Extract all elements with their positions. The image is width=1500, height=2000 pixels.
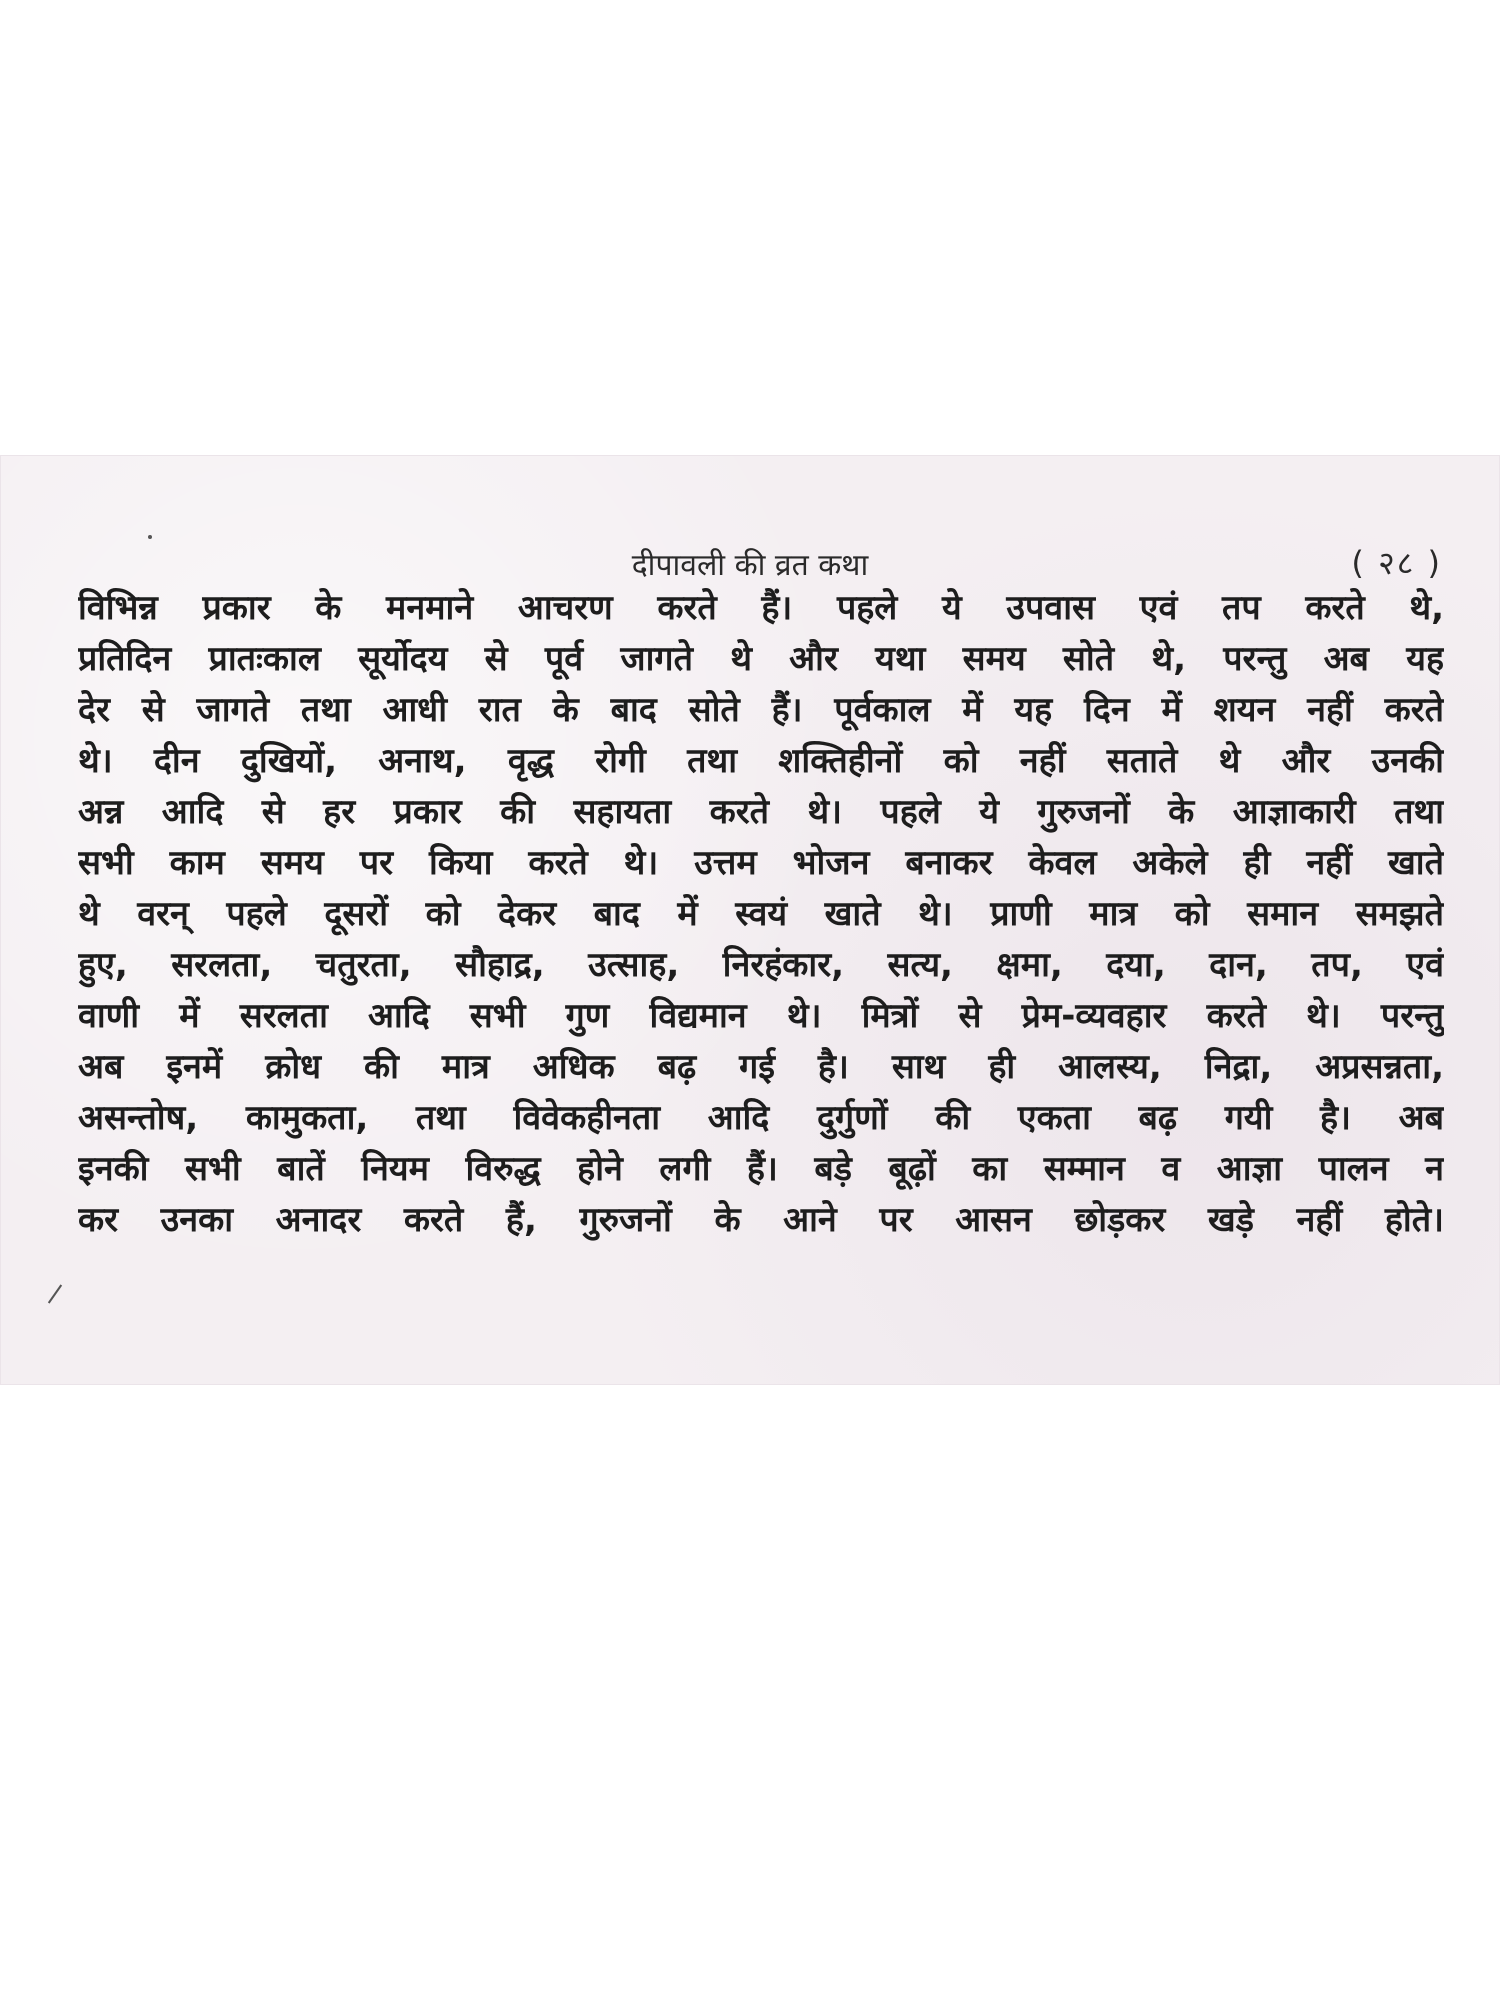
body-paragraph [78, 583, 1444, 1246]
page-header-title: दीपावली की व्रत कथा [631, 548, 869, 583]
text-line: असन्तोष, कामुकता, तथा विवेकहीनता आदि दुर्गुणों की एकता बढ़ गयी है। अब [78, 1098, 1444, 1138]
text-line: प्रतिदिन प्रातःकाल सूर्योदय से पूर्व जागते थे और यथा समय सोते थे, परन्तु अब यह [78, 639, 1444, 679]
text-line: इनकी सभी बातें नियम विरुद्ध होने लगी हैं। बड़े बूढ़ों का सम्मान व आज्ञा पालन न [78, 1149, 1444, 1189]
page-header [0, 543, 1500, 587]
text-line: विभिन्न प्रकार के मनमाने आचरण करते हैं। पहले ये उपवास एवं तप करते थे, [78, 588, 1444, 628]
text-line: वाणी में सरलता आदि सभी गुण विद्यमान थे। मित्रों से प्रेम-व्यवहार करते थे। परन्तु [78, 996, 1444, 1036]
text-line: हुए, सरलता, चतुरता, सौहाद्र, उत्साह, निरहंकार, सत्य, क्षमा, दया, दान, तप, एवं [78, 945, 1444, 985]
ink-speck [148, 535, 152, 539]
ink-speck [48, 1284, 62, 1303]
text-line: थे। दीन दुखियों, अनाथ, वृद्ध रोगी तथा शक्तिहीनों को नहीं सताते थे और उनकी [78, 741, 1444, 781]
scanned-page [0, 455, 1500, 1385]
text-line: थे वरन् पहले दूसरों को देकर बाद में स्वयं खाते थे। प्राणी मात्र को समान समझते [78, 894, 1444, 934]
text-line: अन्न आदि से हर प्रकार की सहायता करते थे। पहले ये गुरुजनों के आज्ञाकारी तथा [78, 792, 1444, 832]
text-line: देर से जागते तथा आधी रात के बाद सोते हैं। पूर्वकाल में यह दिन में शयन नहीं करते [78, 690, 1444, 730]
text-line: अब इनमें क्रोध की मात्र अधिक बढ़ गई है। साथ ही आलस्य, निद्रा, अप्रसन्नता, [78, 1047, 1444, 1087]
text-line: सभी काम समय पर किया करते थे। उत्तम भोजन बनाकर केवल अकेले ही नहीं खाते [78, 843, 1444, 883]
text-line: कर उनका अनादर करते हैं, गुरुजनों के आने पर आसन छोड़कर खड़े नहीं होते। [78, 1200, 1444, 1240]
page-number: ( २८ ) [1351, 544, 1442, 582]
